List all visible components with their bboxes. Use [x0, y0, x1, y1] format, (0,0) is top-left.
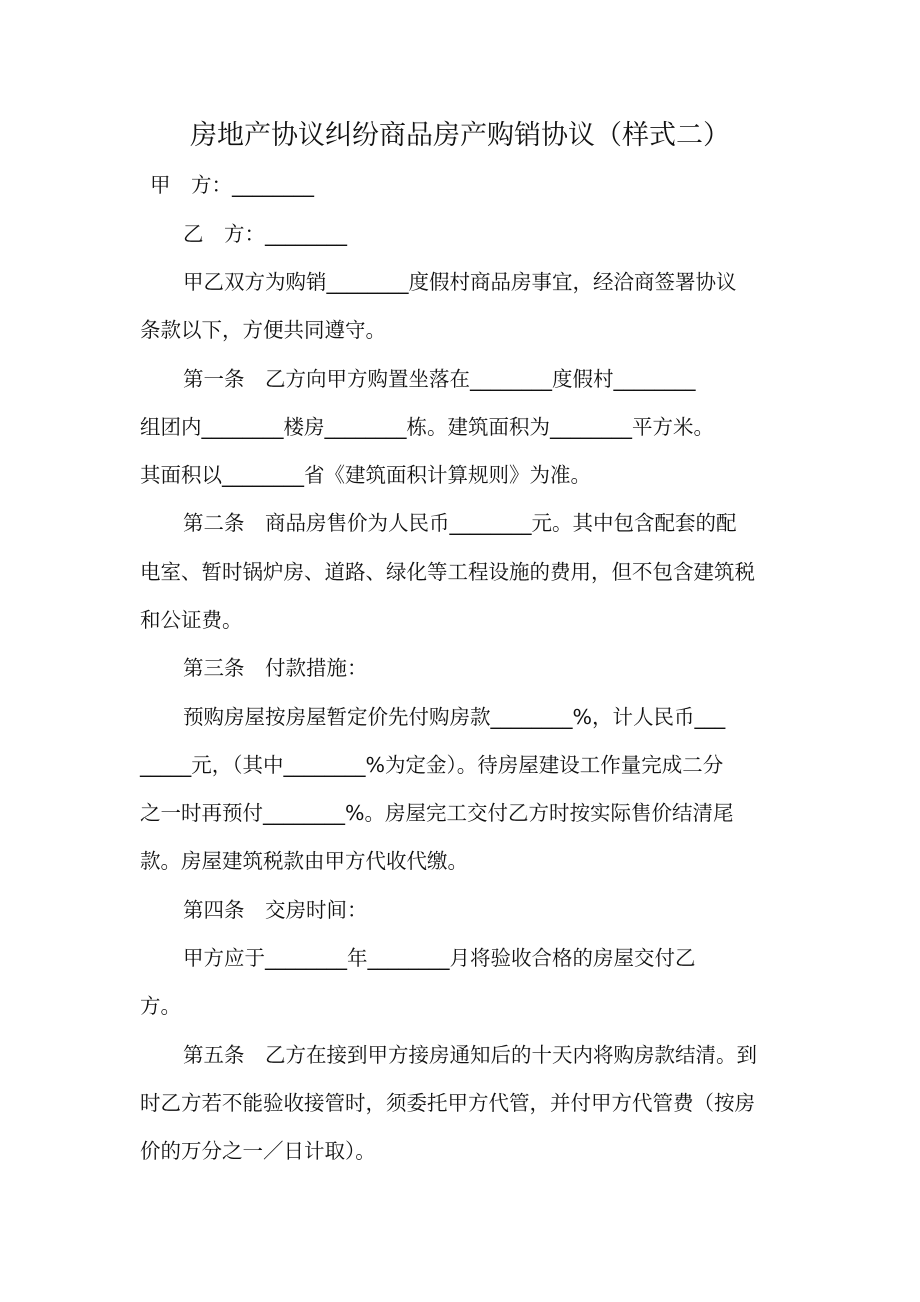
party-b-line: 乙 方：________ [183, 222, 347, 246]
article-3-line: 预购房屋按房屋暂定价先付购房款________%，计人民币___ [183, 705, 726, 729]
document-title: 房地产协议纠纷商品房产购销协议（样式二） [190, 120, 730, 151]
article-2-line: 第二条 商品房售价为人民币________元。其中包含配套的配 [183, 511, 737, 535]
article-4-line: 方。 [140, 994, 181, 1018]
article-5-line: 价的万分之一／日计取）。 [140, 1139, 376, 1163]
article-5-line: 时乙方若不能验收接管时，须委托甲方代管，并付甲方代管费（按房 [140, 1091, 755, 1115]
party-a-line: 甲 方：________ [150, 173, 314, 197]
article-3-line: _____元，（其中________%为定金）。待房屋建设工作量完成二分 [140, 753, 724, 777]
article-3-heading: 第三条 付款措施： [183, 656, 368, 680]
article-1-line: 组团内________楼房________栋。建筑面积为________平方米。 [140, 415, 714, 439]
paragraph-intro-line: 甲乙双方为购销________度假村商品房事宜，经洽商签署协议 [183, 270, 737, 294]
article-1-line: 其面积以________省《建筑面积计算规则》为准。 [140, 463, 591, 487]
article-5-line: 第五条 乙方在接到甲方接房通知后的十天内将购房款结清。到 [183, 1043, 757, 1067]
article-3-line: 款。房屋建筑税款由甲方代收代缴。 [140, 849, 468, 873]
paragraph-intro-line: 条款以下，方便共同遵守。 [140, 318, 386, 342]
article-4-line: 甲方应于________年________月将验收合格的房屋交付乙 [183, 946, 696, 970]
article-1-line: 第一条 乙方向甲方购置坐落在________度假村________ [183, 367, 696, 391]
article-2-line: 电室、暂时锅炉房、道路、绿化等工程设施的费用，但不包含建筑税 [140, 560, 755, 584]
article-2-line: 和公证费。 [140, 608, 243, 632]
article-4-heading: 第四条 交房时间： [183, 898, 368, 922]
article-3-line: 之一时再预付________%。房屋完工交付乙方时按实际售价结清尾 [140, 801, 734, 825]
